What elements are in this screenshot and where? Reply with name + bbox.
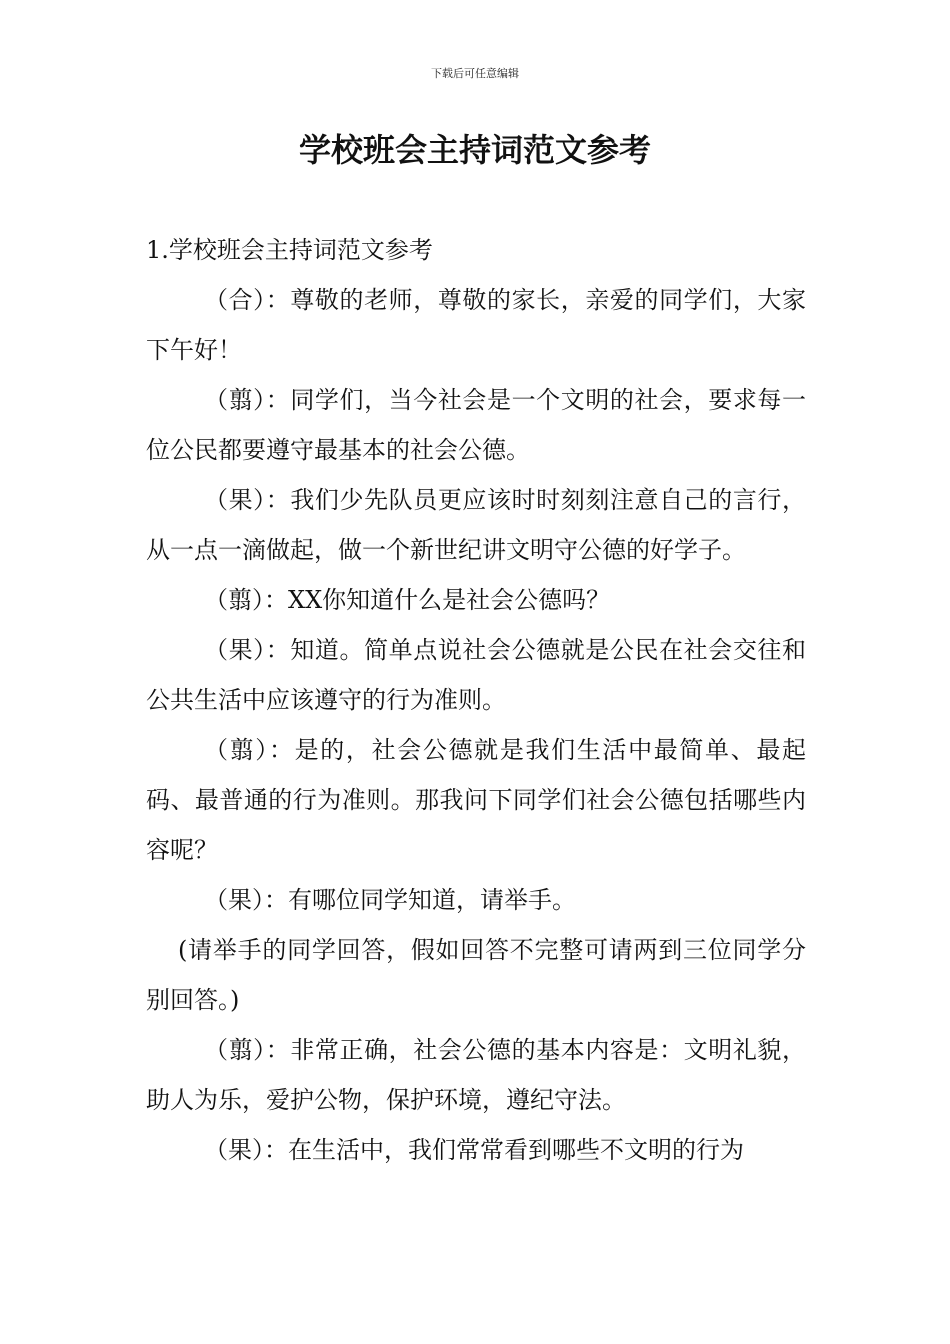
header-note: 下载后可任意编辑 (431, 67, 519, 80)
paragraph-basic-content: （翦）：非常正确，社会公德的基本内容是：文明礼貌，助人为乐，爱护公物，保护环境，遵纪守法。 (146, 1036, 806, 1114)
paragraph-stage-note: (请举手的同学回答，假如回答不完整可请两到三位同学分别回答。) (146, 936, 806, 1014)
paragraph-definition: （果）：知道。简单点说社会公德就是公民在社会交往和公共生活中应该遵守的行为准则。 (146, 636, 806, 714)
paragraph-question: （翦）：XX你知道什么是社会公德吗？ (204, 586, 611, 614)
section-heading: 1.学校班会主持词范文参考 (146, 236, 433, 264)
paragraph-civilized-society: （翦）：同学们，当今社会是一个文明的社会，要求每一位公民都要遵守最基本的社会公德。 (146, 386, 806, 464)
paragraph-uncivilized-behavior: （果）：在生活中，我们常常看到哪些不文明的行为 (204, 1136, 744, 1164)
paragraph-basic-rules: （翦）：是的，社会公德就是我们生活中最简单、最起码、最普通的行为准则。那我问下同学们社会公德包括哪些内容呢？ (146, 736, 806, 864)
document-title: 学校班会主持词范文参考 (298, 131, 651, 169)
paragraph-young-pioneers: （果）：我们少先队员更应该时时刻刻注意自己的言行，从一点一滴做起，做一个新世纪讲文明守公德的好学子。 (146, 486, 806, 564)
paragraph-raise-hands: （果）：有哪位同学知道，请举手。 (204, 886, 576, 914)
paragraph-greeting: （合）：尊敬的老师，尊敬的家长，亲爱的同学们，大家下午好！ (146, 286, 806, 364)
document-body (146, 225, 806, 1175)
